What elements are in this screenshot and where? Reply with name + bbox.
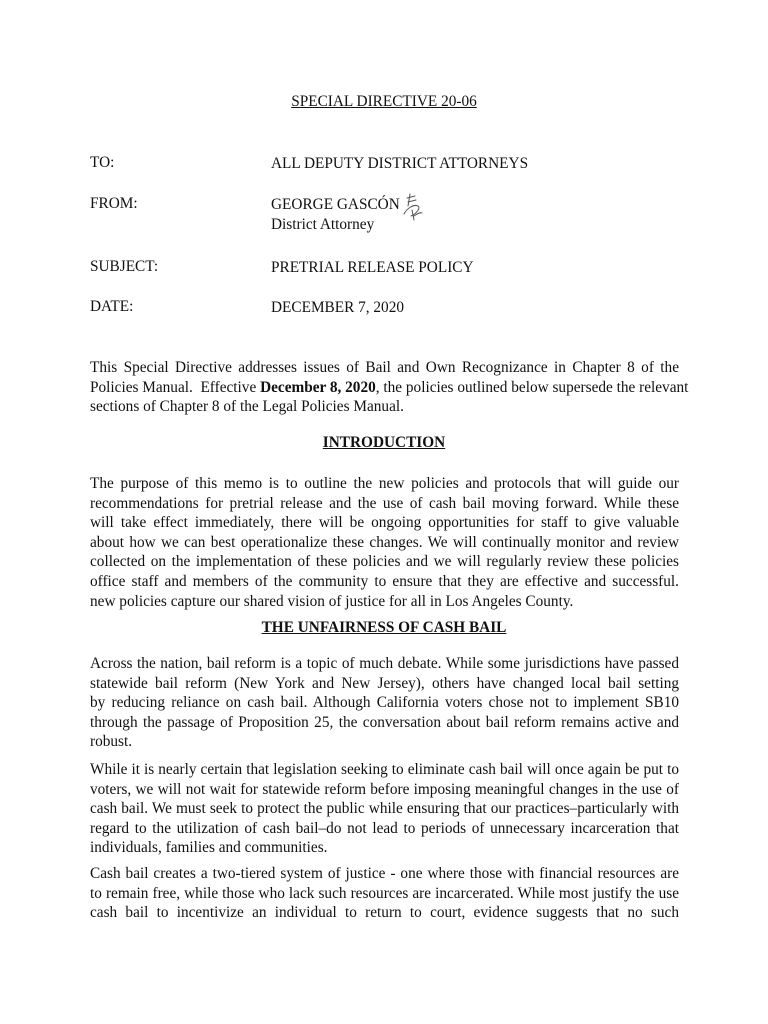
intro-line-2 [90, 378, 689, 398]
introduction-paragraph [90, 474, 679, 611]
from-name: GEORGE GASCÓN [271, 196, 400, 213]
to-value: ALL DEPUTY DISTRICT ATTORNEYS [271, 155, 529, 172]
unfairness-p2-line: individuals, families and communities. [90, 839, 328, 857]
unfairness-p2-line: regard to the utilization of cash bail–do not lead to periods of unnecessary incarceration that [90, 819, 679, 837]
intro-line-2-pre: Policies Manual. Effective [90, 378, 261, 396]
signature-mark [398, 192, 428, 224]
intro-line-2-post: , the policies outlined below supersede the relevant [375, 378, 689, 396]
subject-label: SUBJECT: [90, 258, 159, 275]
unfairness-paragraph-3 [90, 864, 679, 923]
unfairness-p3-line: to remain free, while those who lack such resources are incarcerated. While most justify the use [90, 884, 679, 902]
unfairness-p1-line: robust. [90, 733, 133, 751]
to-label: TO: [90, 154, 115, 171]
unfairness-p1-line: through the passage of Proposition 25, the conversation about bail reform remains active and [90, 713, 679, 731]
intro-line-3: sections of Chapter 8 of the Legal Policies Manual. [90, 398, 404, 416]
subject-value: PRETRIAL RELEASE POLICY [271, 259, 474, 276]
unfairness-p2-line: cash bail. We must seek to protect the public while ensuring that our practices–particularly with [90, 800, 679, 818]
intro-line-1: This Special Directive addresses issues of Bail and Own Recognizance in Chapter 8 of the [90, 359, 679, 376]
introduction-line: office staff and members of the community to ensure that they are effective and successful. [90, 572, 679, 590]
date-value: DECEMBER 7, 2020 [271, 299, 405, 316]
unfairness-p1-line: Across the nation, bail reform is a topic of much debate. While some jurisdictions have passed [90, 655, 679, 672]
unfairness-p3-line: Cash bail creates a two-tiered system of justice - one where those with financial resources are [90, 865, 679, 882]
unfairness-p2-line: While it is nearly certain that legislation seeking to eliminate cash bail will once again be put to [90, 761, 679, 778]
from-title: District Attorney [271, 216, 375, 233]
unfairness-paragraph-1 [90, 654, 679, 752]
from-label: FROM: [90, 195, 138, 212]
introduction-line: will take effect immediately, there will be ongoing opportunities for staff to give valuable [90, 514, 679, 532]
unfairness-p1-line: by reducing reliance on cash bail. Although California voters chose not to implement SB10 [90, 694, 679, 712]
unfairness-p2-line: voters, we will not wait for statewide reform before imposing meaningful changes in the use of [90, 780, 679, 798]
introduction-line: new policies capture our shared vision of justice for all in Los Angeles County. [90, 592, 574, 610]
introduction-line: collected on the implementation of these policies and we will regularly review these policies [90, 553, 679, 571]
introduction-line: The purpose of this memo is to outline the new policies and protocols that will guide our [90, 475, 679, 492]
intro-paragraph [90, 358, 689, 417]
unfairness-p1-line: statewide bail reform (New York and New Jersey), others have changed local bail setting [90, 674, 679, 692]
unfairness-p3-line: cash bail to incentivize an individual to return to court, evidence suggests that no such [90, 904, 679, 922]
introduction-line: recommendations for pretrial release and the use of cash bail moving forward. While these [90, 494, 679, 512]
introduction-heading: INTRODUCTION [322, 434, 446, 451]
directive-title: SPECIAL DIRECTIVE 20-06 [291, 93, 477, 110]
date-label: DATE: [90, 298, 134, 315]
introduction-line: about how we can best operationalize these changes. We will continually monitor and review [90, 533, 679, 551]
effective-date: December 8, 2020 [260, 378, 376, 396]
unfairness-heading: THE UNFAIRNESS OF CASH BAIL [261, 619, 507, 636]
unfairness-paragraph-2 [90, 760, 679, 858]
